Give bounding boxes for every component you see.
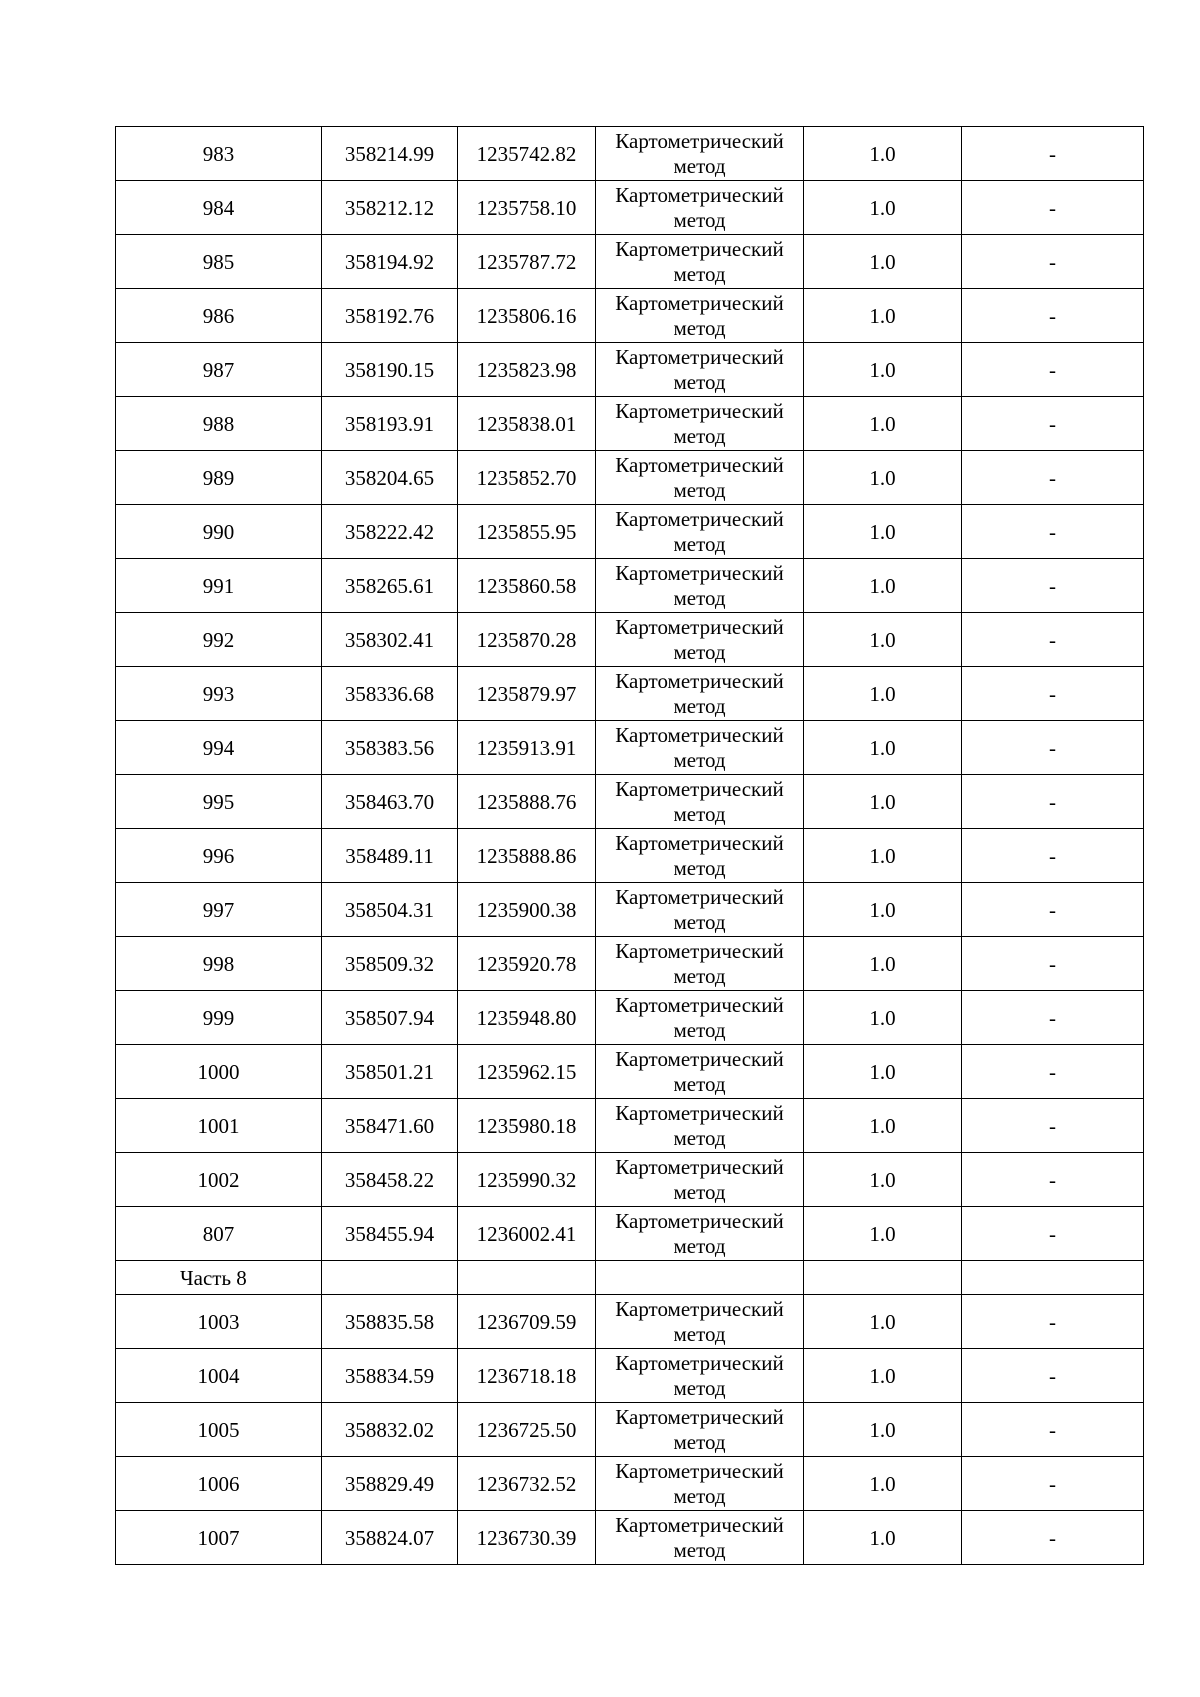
method-line-1: Картометрический (615, 668, 784, 693)
x-coordinate-cell: 358265.61 (322, 559, 458, 613)
note-cell: - (962, 1511, 1144, 1565)
method-line-2: метод (673, 1483, 726, 1508)
method-cell (596, 721, 804, 775)
empty-cell (962, 1261, 1144, 1295)
method-cell (596, 991, 804, 1045)
note-cell: - (962, 1457, 1144, 1511)
accuracy-cell: 1.0 (804, 127, 962, 181)
y-coordinate-cell: 1235990.32 (458, 1153, 596, 1207)
point-number-cell: 990 (116, 505, 322, 559)
method-line-2: метод (673, 801, 726, 826)
table-row (116, 937, 1144, 991)
table-row (116, 343, 1144, 397)
x-coordinate-cell: 358455.94 (322, 1207, 458, 1261)
method-line-1: Картометрический (615, 452, 784, 477)
note-cell: - (962, 721, 1144, 775)
coordinates-table-body (116, 127, 1144, 1565)
table-row (116, 1295, 1144, 1349)
method-cell (596, 127, 804, 181)
x-coordinate-cell: 358336.68 (322, 667, 458, 721)
y-coordinate-cell: 1235980.18 (458, 1099, 596, 1153)
note-cell: - (962, 775, 1144, 829)
y-coordinate-cell: 1235742.82 (458, 127, 596, 181)
table-row (116, 1403, 1144, 1457)
point-number-cell: 994 (116, 721, 322, 775)
method-cell (596, 1207, 804, 1261)
accuracy-cell: 1.0 (804, 667, 962, 721)
point-number-cell: 1004 (116, 1349, 322, 1403)
x-coordinate-cell: 358193.91 (322, 397, 458, 451)
note-cell: - (962, 1207, 1144, 1261)
method-cell (596, 397, 804, 451)
accuracy-cell: 1.0 (804, 829, 962, 883)
method-line-1: Картометрический (615, 1296, 784, 1321)
method-line-1: Картометрический (615, 290, 784, 315)
y-coordinate-cell: 1235787.72 (458, 235, 596, 289)
note-cell: - (962, 1099, 1144, 1153)
y-coordinate-cell: 1235888.76 (458, 775, 596, 829)
table-row (116, 1457, 1144, 1511)
method-line-1: Картометрический (615, 776, 784, 801)
method-line-1: Картометрический (615, 614, 784, 639)
y-coordinate-cell: 1235900.38 (458, 883, 596, 937)
method-cell (596, 181, 804, 235)
x-coordinate-cell: 358302.41 (322, 613, 458, 667)
table-row (116, 1207, 1144, 1261)
method-line-2: метод (673, 531, 726, 556)
method-cell (596, 775, 804, 829)
method-cell (596, 829, 804, 883)
note-cell: - (962, 1403, 1144, 1457)
method-line-2: метод (673, 477, 726, 502)
empty-cell (804, 1261, 962, 1295)
y-coordinate-cell: 1235962.15 (458, 1045, 596, 1099)
note-cell: - (962, 181, 1144, 235)
point-number-cell: 1006 (116, 1457, 322, 1511)
method-line-2: метод (673, 1375, 726, 1400)
y-coordinate-cell: 1235860.58 (458, 559, 596, 613)
accuracy-cell: 1.0 (804, 991, 962, 1045)
note-cell: - (962, 127, 1144, 181)
method-line-2: метод (673, 153, 726, 178)
point-number-cell: 987 (116, 343, 322, 397)
accuracy-cell: 1.0 (804, 505, 962, 559)
method-line-2: метод (673, 369, 726, 394)
x-coordinate-cell: 358471.60 (322, 1099, 458, 1153)
x-coordinate-cell: 358832.02 (322, 1403, 458, 1457)
table-row (116, 397, 1144, 451)
point-number-cell: 993 (116, 667, 322, 721)
method-line-1: Картометрический (615, 236, 784, 261)
method-line-2: метод (673, 207, 726, 232)
accuracy-cell: 1.0 (804, 559, 962, 613)
accuracy-cell: 1.0 (804, 343, 962, 397)
method-line-2: метод (673, 1429, 726, 1454)
y-coordinate-cell: 1235852.70 (458, 451, 596, 505)
y-coordinate-cell: 1235888.86 (458, 829, 596, 883)
note-cell: - (962, 559, 1144, 613)
x-coordinate-cell: 358458.22 (322, 1153, 458, 1207)
y-coordinate-cell: 1236718.18 (458, 1349, 596, 1403)
method-line-2: метод (673, 1321, 726, 1346)
table-row (116, 1099, 1144, 1153)
point-number-cell: 1005 (116, 1403, 322, 1457)
method-line-2: метод (673, 1125, 726, 1150)
point-number-cell: 984 (116, 181, 322, 235)
accuracy-cell: 1.0 (804, 1153, 962, 1207)
note-cell: - (962, 991, 1144, 1045)
method-cell (596, 667, 804, 721)
x-coordinate-cell: 358214.99 (322, 127, 458, 181)
x-coordinate-cell: 358835.58 (322, 1295, 458, 1349)
note-cell: - (962, 1153, 1144, 1207)
note-cell: - (962, 1295, 1144, 1349)
note-cell: - (962, 343, 1144, 397)
method-line-1: Картометрический (615, 560, 784, 585)
method-line-1: Картометрический (615, 1208, 784, 1233)
table-row (116, 775, 1144, 829)
point-number-cell: 997 (116, 883, 322, 937)
x-coordinate-cell: 358504.31 (322, 883, 458, 937)
accuracy-cell: 1.0 (804, 235, 962, 289)
table-row (116, 451, 1144, 505)
x-coordinate-cell: 358194.92 (322, 235, 458, 289)
x-coordinate-cell: 358507.94 (322, 991, 458, 1045)
empty-cell (322, 1261, 458, 1295)
empty-cell (596, 1261, 804, 1295)
method-line-2: метод (673, 315, 726, 340)
method-line-1: Картометрический (615, 128, 784, 153)
point-number-cell: 998 (116, 937, 322, 991)
table-row (116, 1045, 1144, 1099)
method-line-1: Картометрический (615, 1458, 784, 1483)
note-cell: - (962, 937, 1144, 991)
table-row (116, 127, 1144, 181)
point-number-cell: 989 (116, 451, 322, 505)
method-line-1: Картометрический (615, 1154, 784, 1179)
table-row (116, 991, 1144, 1045)
accuracy-cell: 1.0 (804, 181, 962, 235)
note-cell: - (962, 397, 1144, 451)
method-line-2: метод (673, 855, 726, 880)
method-cell (596, 613, 804, 667)
accuracy-cell: 1.0 (804, 1349, 962, 1403)
accuracy-cell: 1.0 (804, 937, 962, 991)
note-cell: - (962, 289, 1144, 343)
method-line-1: Картометрический (615, 830, 784, 855)
method-cell (596, 937, 804, 991)
section-label: Часть 8 (116, 1261, 322, 1295)
method-cell (596, 1045, 804, 1099)
y-coordinate-cell: 1235870.28 (458, 613, 596, 667)
accuracy-cell: 1.0 (804, 1457, 962, 1511)
method-cell (596, 505, 804, 559)
x-coordinate-cell: 358834.59 (322, 1349, 458, 1403)
y-coordinate-cell: 1236730.39 (458, 1511, 596, 1565)
table-row (116, 829, 1144, 883)
note-cell: - (962, 883, 1144, 937)
point-number-cell: 807 (116, 1207, 322, 1261)
method-cell (596, 1403, 804, 1457)
method-line-2: метод (673, 747, 726, 772)
method-line-1: Картометрический (615, 398, 784, 423)
x-coordinate-cell: 358212.12 (322, 181, 458, 235)
table-row (116, 559, 1144, 613)
point-number-cell: 995 (116, 775, 322, 829)
y-coordinate-cell: 1236725.50 (458, 1403, 596, 1457)
method-line-1: Картометрический (615, 506, 784, 531)
table-row (116, 883, 1144, 937)
y-coordinate-cell: 1235758.10 (458, 181, 596, 235)
empty-cell (458, 1261, 596, 1295)
point-number-cell: 1001 (116, 1099, 322, 1153)
method-cell (596, 1511, 804, 1565)
accuracy-cell: 1.0 (804, 1099, 962, 1153)
point-number-cell: 1000 (116, 1045, 322, 1099)
accuracy-cell: 1.0 (804, 721, 962, 775)
accuracy-cell: 1.0 (804, 451, 962, 505)
point-number-cell: 986 (116, 289, 322, 343)
x-coordinate-cell: 358489.11 (322, 829, 458, 883)
method-line-1: Картометрический (615, 884, 784, 909)
method-cell (596, 1457, 804, 1511)
method-cell (596, 1349, 804, 1403)
note-cell: - (962, 235, 1144, 289)
x-coordinate-cell: 358222.42 (322, 505, 458, 559)
method-line-2: метод (673, 1071, 726, 1096)
accuracy-cell: 1.0 (804, 289, 962, 343)
method-cell (596, 451, 804, 505)
y-coordinate-cell: 1236709.59 (458, 1295, 596, 1349)
accuracy-cell: 1.0 (804, 883, 962, 937)
method-line-1: Картометрический (615, 1404, 784, 1429)
note-cell: - (962, 667, 1144, 721)
table-row (116, 1153, 1144, 1207)
method-line-1: Картометрический (615, 938, 784, 963)
accuracy-cell: 1.0 (804, 1207, 962, 1261)
y-coordinate-cell: 1235879.97 (458, 667, 596, 721)
method-line-2: метод (673, 963, 726, 988)
method-line-1: Картометрический (615, 1350, 784, 1375)
method-cell (596, 883, 804, 937)
y-coordinate-cell: 1236002.41 (458, 1207, 596, 1261)
method-line-2: метод (673, 261, 726, 286)
method-line-2: метод (673, 1179, 726, 1204)
x-coordinate-cell: 358824.07 (322, 1511, 458, 1565)
table-row (116, 235, 1144, 289)
note-cell: - (962, 613, 1144, 667)
method-line-2: метод (673, 1233, 726, 1258)
table-row (116, 1511, 1144, 1565)
y-coordinate-cell: 1235920.78 (458, 937, 596, 991)
y-coordinate-cell: 1235823.98 (458, 343, 596, 397)
accuracy-cell: 1.0 (804, 1045, 962, 1099)
table-row (116, 181, 1144, 235)
accuracy-cell: 1.0 (804, 1511, 962, 1565)
table-row (116, 505, 1144, 559)
method-cell (596, 1153, 804, 1207)
section-row (116, 1261, 1144, 1295)
method-line-2: метод (673, 909, 726, 934)
method-cell (596, 1295, 804, 1349)
point-number-cell: 1007 (116, 1511, 322, 1565)
method-cell (596, 559, 804, 613)
note-cell: - (962, 1349, 1144, 1403)
method-cell (596, 235, 804, 289)
x-coordinate-cell: 358463.70 (322, 775, 458, 829)
table-row (116, 1349, 1144, 1403)
table-row (116, 289, 1144, 343)
point-number-cell: 1003 (116, 1295, 322, 1349)
x-coordinate-cell: 358190.15 (322, 343, 458, 397)
y-coordinate-cell: 1235838.01 (458, 397, 596, 451)
accuracy-cell: 1.0 (804, 1295, 962, 1349)
x-coordinate-cell: 358509.32 (322, 937, 458, 991)
table-row (116, 667, 1144, 721)
note-cell: - (962, 505, 1144, 559)
x-coordinate-cell: 358383.56 (322, 721, 458, 775)
y-coordinate-cell: 1235855.95 (458, 505, 596, 559)
method-cell (596, 343, 804, 397)
method-cell (596, 1099, 804, 1153)
method-line-2: метод (673, 639, 726, 664)
method-line-1: Картометрический (615, 722, 784, 747)
note-cell: - (962, 1045, 1144, 1099)
note-cell: - (962, 451, 1144, 505)
y-coordinate-cell: 1236732.52 (458, 1457, 596, 1511)
method-line-2: метод (673, 585, 726, 610)
point-number-cell: 996 (116, 829, 322, 883)
method-line-2: метод (673, 693, 726, 718)
y-coordinate-cell: 1235948.80 (458, 991, 596, 1045)
y-coordinate-cell: 1235913.91 (458, 721, 596, 775)
accuracy-cell: 1.0 (804, 1403, 962, 1457)
y-coordinate-cell: 1235806.16 (458, 289, 596, 343)
method-line-2: метод (673, 423, 726, 448)
method-line-1: Картометрический (615, 1046, 784, 1071)
point-number-cell: 992 (116, 613, 322, 667)
table-row (116, 721, 1144, 775)
point-number-cell: 988 (116, 397, 322, 451)
point-number-cell: 983 (116, 127, 322, 181)
point-number-cell: 985 (116, 235, 322, 289)
table-row (116, 613, 1144, 667)
method-line-1: Картометрический (615, 344, 784, 369)
method-line-1: Картометрический (615, 1512, 784, 1537)
method-cell (596, 289, 804, 343)
method-line-1: Картометрический (615, 182, 784, 207)
point-number-cell: 991 (116, 559, 322, 613)
x-coordinate-cell: 358829.49 (322, 1457, 458, 1511)
x-coordinate-cell: 358501.21 (322, 1045, 458, 1099)
x-coordinate-cell: 358192.76 (322, 289, 458, 343)
coordinates-table (115, 126, 1144, 1565)
point-number-cell: 1002 (116, 1153, 322, 1207)
method-line-2: метод (673, 1017, 726, 1042)
x-coordinate-cell: 358204.65 (322, 451, 458, 505)
accuracy-cell: 1.0 (804, 397, 962, 451)
method-line-1: Картометрический (615, 1100, 784, 1125)
accuracy-cell: 1.0 (804, 775, 962, 829)
note-cell: - (962, 829, 1144, 883)
point-number-cell: 999 (116, 991, 322, 1045)
method-line-1: Картометрический (615, 992, 784, 1017)
method-line-2: метод (673, 1537, 726, 1562)
accuracy-cell: 1.0 (804, 613, 962, 667)
